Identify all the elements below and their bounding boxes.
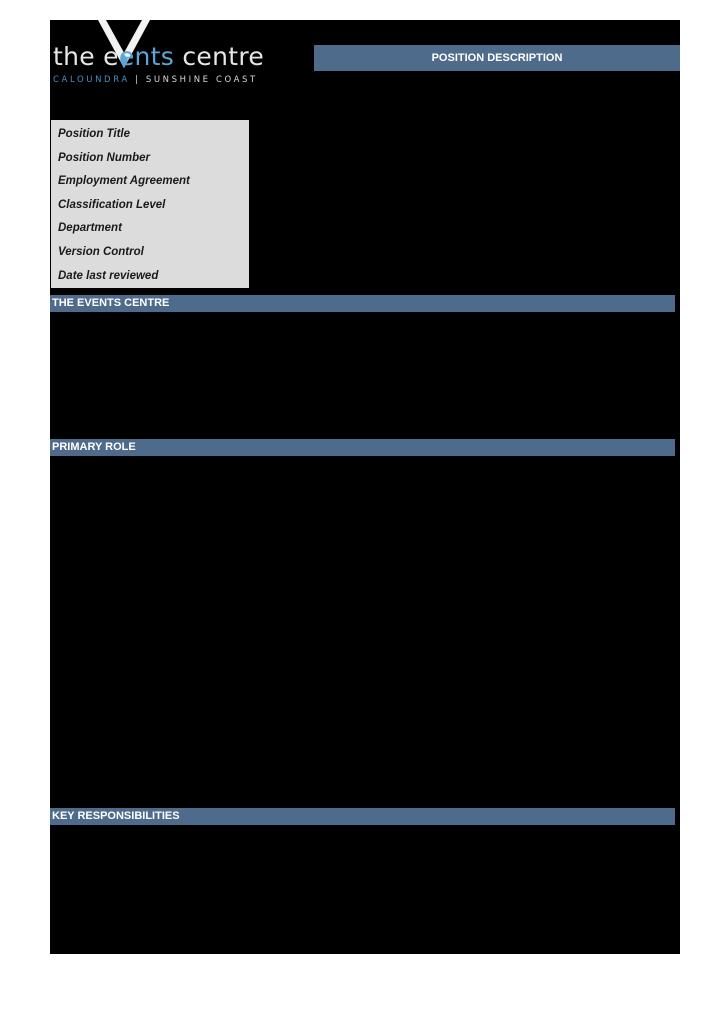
section-header-events-centre: THE EVENTS CENTRE bbox=[50, 295, 675, 312]
field-position-title: Position Title bbox=[58, 128, 130, 140]
field-classification-level: Classification Level bbox=[58, 198, 166, 211]
position-description-banner: POSITION DESCRIPTION bbox=[314, 45, 680, 71]
logo-text-ents: ents bbox=[118, 42, 175, 71]
logo-wordmark bbox=[53, 42, 264, 71]
field-position-number: Position Number bbox=[58, 151, 151, 164]
events-centre-logo bbox=[50, 20, 300, 95]
logo-tagline-rest: | SUNSHINE COAST bbox=[129, 75, 258, 85]
logo-tagline bbox=[53, 75, 258, 85]
section-header-key-responsibilities: KEY RESPONSIBILITIES bbox=[50, 808, 675, 825]
field-version-control: Version Control bbox=[58, 245, 144, 258]
position-info-box bbox=[51, 120, 249, 288]
logo-text-centre: centre bbox=[174, 42, 265, 71]
field-employment-agreement: Employment Agreement bbox=[58, 175, 190, 188]
document-page bbox=[50, 20, 680, 954]
field-date-last-reviewed: Date last reviewed bbox=[58, 269, 159, 282]
logo-tagline-caloundra: CALOUNDRA bbox=[53, 75, 130, 85]
section-header-primary-role: PRIMARY ROLE bbox=[50, 439, 675, 456]
field-department: Department bbox=[58, 222, 122, 235]
logo-text-the: the e bbox=[53, 42, 119, 71]
